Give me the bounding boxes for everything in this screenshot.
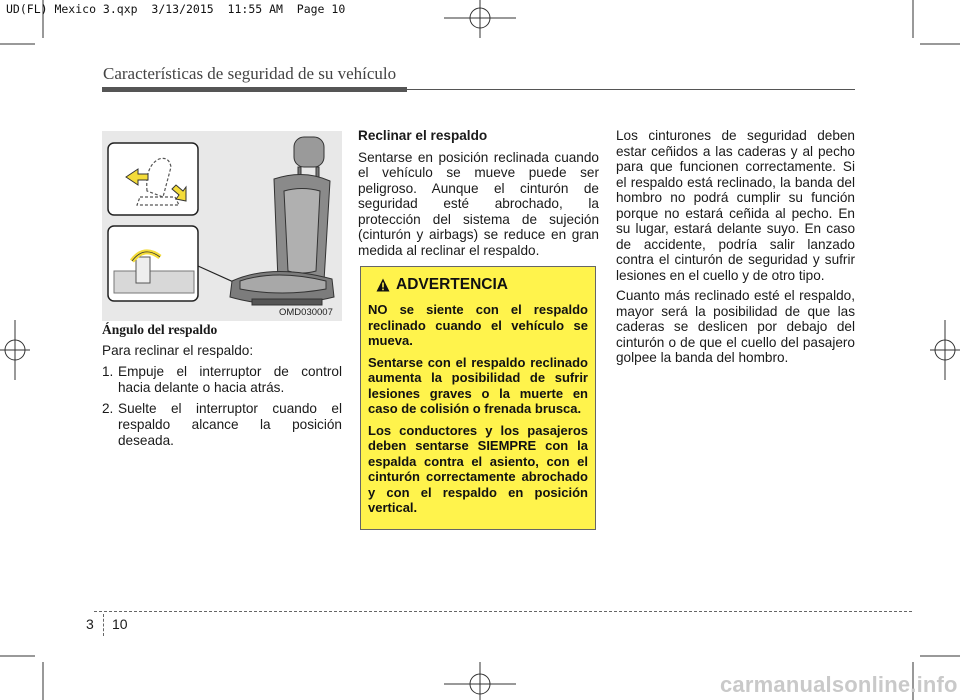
paragraph: Los cinturones de seguridad deben estar ceñidos a las caderas y al pecho para que funcionen correctamente. Si el respaldo está reclinado, la banda del hombro no podrá cumplir su función porque no estará ceñida al pecho. En su lugar, estará delante suyo. En caso de accidente, podría salir lanzado contra el cinturón de seguridad y sufrir lesiones en el cuello y de otro tipo.: [616, 128, 855, 283]
list-item: [102, 401, 342, 449]
title-underline-rule: [407, 89, 855, 90]
warning-paragraph: Sentarse con el respaldo reclinado aumenta la posibilidad de sufrir lesiones graves o la muerte en caso de colisión o frenada brusca.: [368, 354, 588, 416]
intro-text: Para reclinar el respaldo:: [102, 343, 254, 358]
seat-drawing: [230, 137, 334, 305]
page-separator: [103, 614, 104, 636]
paragraph: Sentarse en posición reclinada cuando el vehículo se mueve puede ser peligroso. Aunque el cinturón de seguridad esté abrochado, la protección del sistema de sujeción (cinturón y airbags) se reduce en gran medida al reclinar el respaldo.: [358, 149, 599, 258]
warning-text: [368, 302, 588, 522]
right-column: [616, 128, 855, 371]
warning-paragraph: Los conductores y los pasajeros deben sentarse SIEMPRE con la espalda contra el asiento, con el cinturón correctamente abrochado y con el respaldo en posición vertical.: [368, 422, 588, 515]
seat-illustration: [102, 131, 342, 321]
subheading: Ángulo del respaldo: [102, 322, 218, 337]
watermark: carmanualsonline.info: [720, 672, 958, 697]
title-underline-bar: [102, 87, 407, 92]
page-number: 10: [112, 616, 128, 632]
list-item: [102, 364, 342, 396]
section-title: Características de seguridad de su vehículo: [103, 64, 397, 83]
warning-paragraph: NO se siente con el respaldo reclinado cuando el vehículo se mueva.: [368, 302, 588, 348]
list-number: 2.: [102, 401, 114, 416]
warning-triangle-icon: [376, 278, 390, 292]
lever-closeup-inset: [108, 226, 198, 301]
chapter-number: 3: [86, 616, 94, 632]
figure-code: OMD030007: [279, 307, 333, 318]
list-number: 1.: [102, 364, 114, 379]
print-header: UD(FL) Mexico 3.qxp 3/13/2015 11:55 AM Page 10: [6, 2, 346, 16]
list-text: Empuje el interruptor de control hacia delante o hacia atrás.: [118, 364, 342, 395]
middle-column: [358, 128, 599, 258]
footer-rule: [94, 611, 912, 612]
heading: Reclinar el respaldo: [358, 128, 488, 143]
list-text: Suelte el interruptor cuando el respaldo alcance la posición deseada.: [118, 401, 342, 448]
recline-switch-inset: [108, 143, 198, 215]
warning-header: [376, 276, 508, 294]
paragraph: Cuanto más reclinado esté el respaldo, mayor será la posibilidad de que las caderas se deslicen por debajo del cinturón o de que el cuello del pasajero golpee la banda del hombro.: [616, 288, 855, 365]
warning-title: ADVERTENCIA: [396, 276, 508, 293]
left-column: [102, 322, 342, 454]
